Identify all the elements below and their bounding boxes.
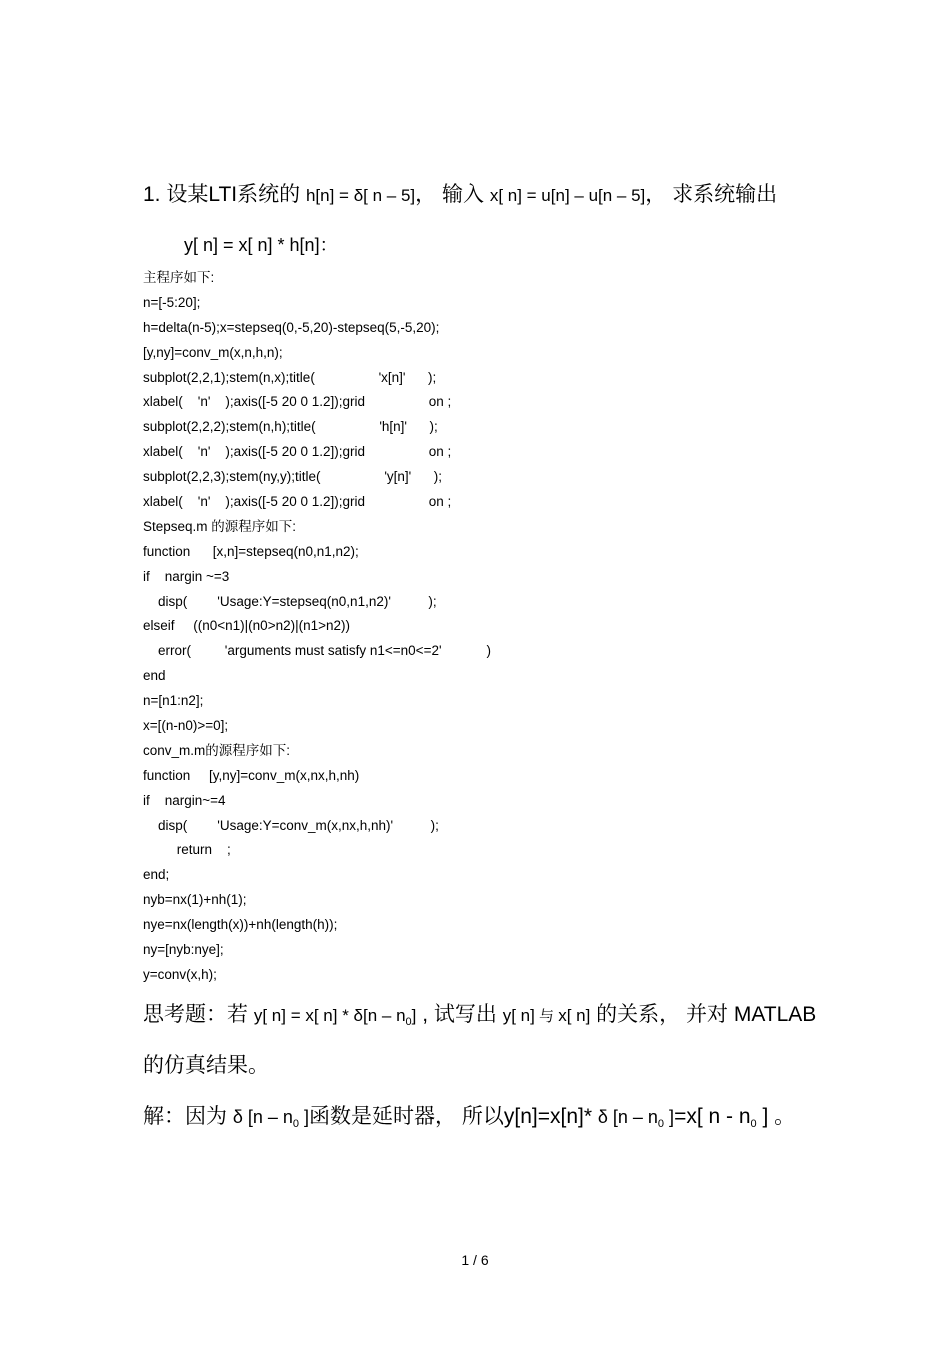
code-line: nyb=nx(1)+nh(1); <box>143 892 247 908</box>
bracket-close-1: ] <box>299 1107 310 1127</box>
code-line: function [x,n]=stepseq(n0,n1,n2); <box>143 543 359 559</box>
thinking-label: 思考题：若 <box>143 1003 254 1026</box>
code-line: function [y,ny]=conv_m(x,nx,h,nh) <box>143 767 360 783</box>
subscript-zero: 0 <box>405 1016 412 1028</box>
code-line: xlabel( 'n' );axis([-5 20 0 1.2]);grid on ; <box>143 494 452 510</box>
answer-line <box>143 1100 795 1130</box>
question-ask: ， 求系统输出 <box>645 183 778 206</box>
code-line: disp( 'Usage:Y=stepseq(n0,n1,n2)' ); <box>143 593 437 609</box>
question-title <box>143 178 777 208</box>
output-formula: y[ n] = x[ n] * h[n]： <box>184 235 338 255</box>
question-intro: 1. 设某LTI系统的 <box>143 183 306 206</box>
impulse-response-expr: h[n] = δ[ n – 5] <box>305 186 416 205</box>
bracket-close-2: ] <box>664 1107 675 1127</box>
code-block <box>143 266 491 988</box>
code-line: subplot(2,2,2);stem(n,h);title( 'h[n]' ); <box>143 419 438 435</box>
answer-mid: 函数是延时器， 所以y[n]=x[n]* <box>309 1105 598 1128</box>
delta-expr-2: δ [n – n <box>597 1107 658 1127</box>
code-line: end; <box>143 867 170 883</box>
code-line: h=delta(n-5);x=stepseq(0,-5,20)-stepseq(5,-5,20); <box>143 319 440 335</box>
page-number: 1 / 6 <box>461 1252 489 1268</box>
question-input-label: ， 输入 <box>415 183 490 206</box>
thinking-mid: , 试写出 <box>416 1003 503 1026</box>
code-line: disp( 'Usage:Y=conv_m(x,nx,h,nh)' ); <box>143 817 439 833</box>
code-line: n=[n1:n2]; <box>143 693 204 709</box>
code-line: xlabel( 'n' );axis([-5 20 0 1.2]);grid on ; <box>143 394 452 410</box>
subscript-zero-1: 0 <box>292 1118 300 1130</box>
answer-label: 解：因为 <box>143 1105 233 1128</box>
code-line: ny=[nyb:nye]; <box>143 942 224 958</box>
code-line: y=conv(x,h); <box>143 966 217 982</box>
code-line: if nargin~=4 <box>143 792 226 808</box>
delta-expr-1: δ [n – n <box>232 1107 293 1127</box>
subscript-zero-3: 0 <box>750 1118 757 1130</box>
code-line: xlabel( 'n' );axis([-5 20 0 1.2]);grid on ; <box>143 444 452 460</box>
y-signal: y[ n] <box>502 1006 535 1025</box>
delayed-convolution-expr: y[ n] = x[ n] * δ[n – n <box>253 1006 406 1025</box>
code-line: subplot(2,2,3);stem(ny,y);title( 'y[n]' ); <box>143 469 442 485</box>
and-word: 与 <box>534 1008 559 1025</box>
code-line: x=[(n-n0)>=0]; <box>143 718 229 734</box>
code-line: return ; <box>143 842 231 858</box>
thinking-question <box>143 998 816 1028</box>
code-line: end <box>143 668 166 684</box>
code-line: 主程序如下: <box>143 270 215 285</box>
x-signal: x[ n] <box>558 1006 591 1025</box>
code-line: [y,ny]=conv_m(x,n,h,n); <box>143 344 283 360</box>
code-line: subplot(2,2,1);stem(n,x);title( 'x[n]' ); <box>143 369 437 385</box>
thinking-question-line2: 的仿真结果。 <box>143 1054 269 1077</box>
code-line: n=[-5:20]; <box>143 294 201 310</box>
code-line: nye=nx(length(x))+nh(length(h)); <box>143 917 338 933</box>
answer-end: ] 。 <box>756 1105 796 1128</box>
code-line: error( 'arguments must satisfy n1<=n0<=2' ) <box>143 643 492 659</box>
input-signal-expr: x[ n] = u[n] – u[n – 5] <box>489 186 646 205</box>
thinking-post: 的关系， 并对 MATLAB <box>590 1003 817 1026</box>
subscript-zero-2: 0 <box>657 1118 665 1130</box>
code-line: if nargin ~=3 <box>143 568 230 584</box>
answer-result: =x[ n - n <box>674 1105 751 1128</box>
code-line: conv_m.m的源程序如下: <box>143 742 291 758</box>
bracket-close: ] <box>411 1006 417 1025</box>
code-line: Stepseq.m 的源程序如下: <box>143 518 297 534</box>
code-line: elseif ((n0<n1)|(n0>n2)|(n1>n2)) <box>143 618 350 634</box>
